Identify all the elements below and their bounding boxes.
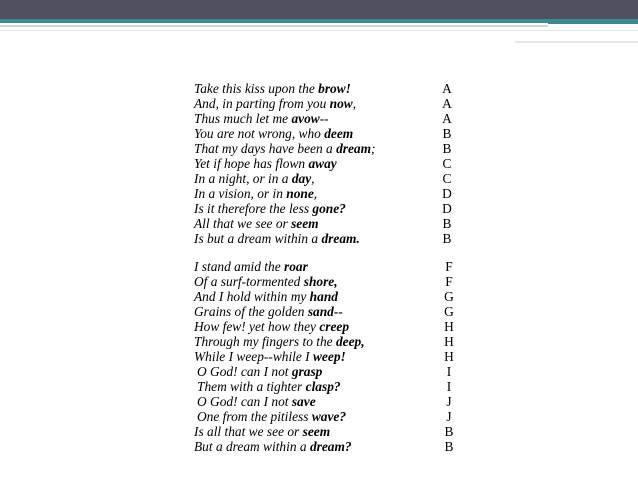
poem-line: And I hold within my hand (194, 289, 338, 304)
poem-line: Grains of the golden sand-- (194, 304, 343, 319)
poem-line: All that we see or seem (194, 216, 319, 231)
rhyme-letter: H (444, 334, 454, 349)
rhyme-letter: G (444, 304, 454, 319)
accent-stripe-right (548, 19, 638, 24)
poem-line: In a vision, or in none, (194, 186, 318, 201)
divider-line (0, 30, 638, 31)
rhyme-letter: A (442, 96, 452, 111)
poem-line: Thus much let me avow-- (194, 111, 329, 126)
accent-stripe (0, 19, 548, 23)
poem-line: In a night, or in a day, (194, 171, 315, 186)
poem-line: While I weep--while I weep! (194, 349, 346, 364)
divider-line (515, 41, 638, 43)
poem-line: That my days have been a dream; (194, 141, 376, 156)
poem-line: Is but a dream within a dream. (194, 231, 360, 246)
poem-line: And, in parting from you now, (194, 96, 357, 111)
poem-line: O God! can I not save (197, 394, 316, 409)
rhyme-letter: C (442, 171, 452, 186)
rhyme-letter: B (444, 424, 454, 439)
rhyme-letter: B (442, 126, 452, 141)
rhyme-letter: C (442, 156, 452, 171)
rhyme-letter: J (446, 394, 452, 409)
poem-line: Through my fingers to the deep, (194, 334, 365, 349)
rhyme-letter: B (442, 141, 452, 156)
poem-line: I stand amid the roar (194, 259, 308, 274)
rhyme-letter: D (442, 186, 452, 201)
poem-line: Them with a tighter clasp? (197, 379, 341, 394)
poem-line: O God! can I not grasp (197, 364, 323, 379)
poem-line: How few! yet how they creep (194, 319, 350, 334)
poem-line: Yet if hope has flown away (194, 156, 337, 171)
rhyme-letter: D (442, 201, 452, 216)
rhyme-letter: J (446, 409, 452, 424)
rhyme-letter: B (442, 216, 452, 231)
poem-line: One from the pitiless wave? (197, 409, 347, 424)
rhyme-letter: H (444, 349, 454, 364)
rhyme-letter: H (444, 319, 454, 334)
rhyme-letter: A (442, 81, 452, 96)
poem-line: Take this kiss upon the brow! (194, 81, 351, 96)
rhyme-letter: I (446, 379, 452, 394)
slide-header-bar (0, 0, 638, 19)
rhyme-letter: G (444, 289, 454, 304)
poem-line: But a dream within a dream? (194, 439, 352, 454)
rhyme-letter: I (446, 364, 452, 379)
rhyme-letter: F (445, 274, 453, 289)
rhyme-letter: B (444, 439, 454, 454)
rhyme-letter: A (442, 111, 452, 126)
poem-line: Is all that we see or seem (194, 424, 331, 439)
divider-line (0, 25, 548, 27)
poem-line: Is it therefore the less gone? (194, 201, 346, 216)
poem-line: You are not wrong, who deem (194, 126, 354, 141)
poem-line: Of a surf-tormented shore, (194, 274, 338, 289)
rhyme-letter: F (445, 259, 453, 274)
rhyme-letter: B (442, 231, 452, 246)
